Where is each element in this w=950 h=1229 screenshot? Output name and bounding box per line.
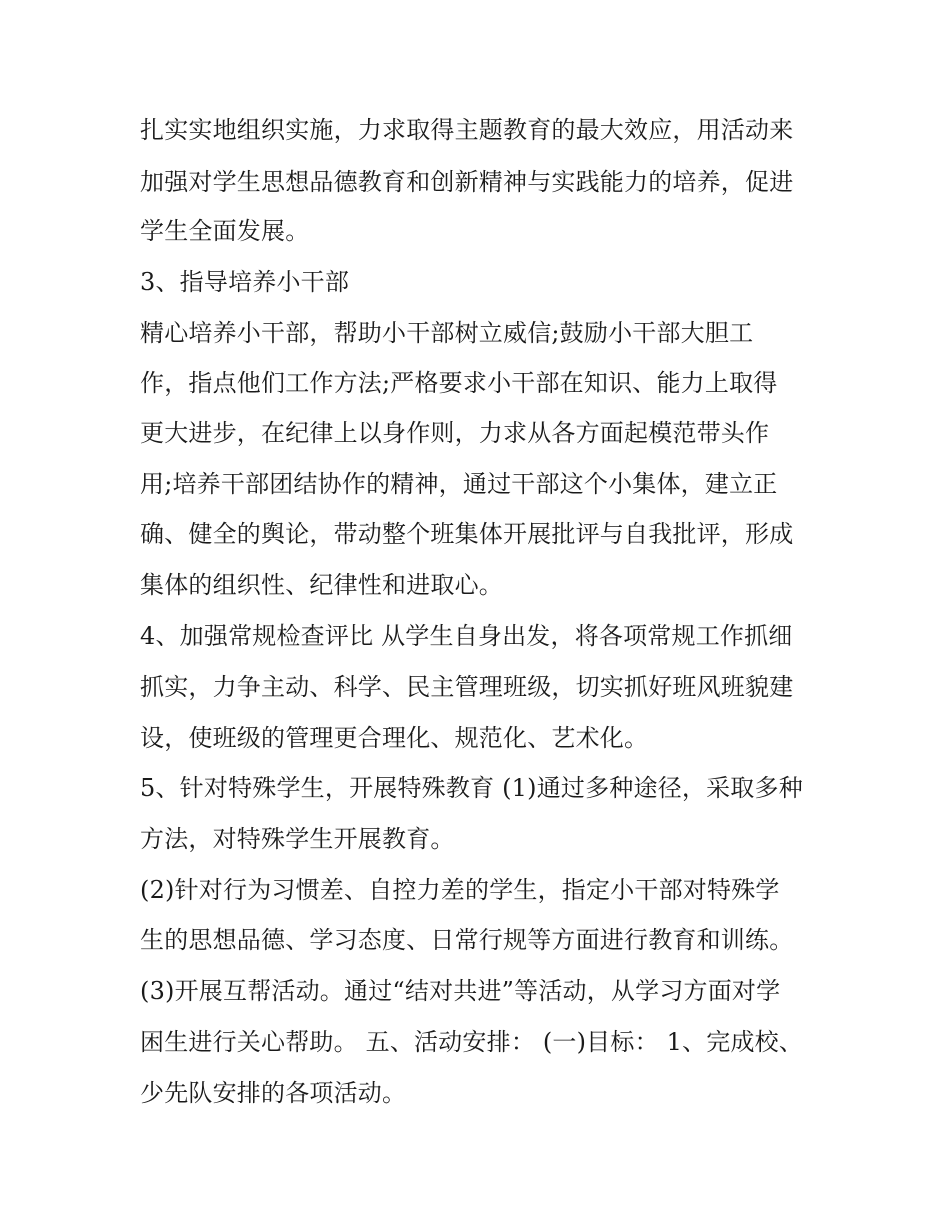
text-line: (3)开展互帮活动。通过“结对共进”等活动，从学习方面对学 [140, 977, 781, 1005]
text-line: 作，指点他们工作方法;严格要求小干部在知识、能力上取得 [140, 369, 778, 397]
text-line: 精心培养小干部，帮助小干部树立威信;鼓励小干部大胆工 [140, 319, 754, 347]
text-line: 抓实，力争主动、科学、民主管理班级，切实抓好班风班貌建 [140, 673, 794, 701]
text-line: 用;培养干部团结协作的精神，通过干部这个小集体，建立正 [140, 470, 778, 498]
text-line: 少先队安排的各项活动。 [140, 1079, 407, 1107]
text-line: 设，使班级的管理更合理化、规范化、艺术化。 [140, 724, 649, 752]
text-line: 扎实实地组织实施，力求取得主题教育的最大效应，用活动来 [140, 116, 794, 144]
text-line: 困生进行关心帮助。 五、活动安排： (一)目标： 1、完成校、 [140, 1028, 804, 1056]
text-line: 方法，对特殊学生开展教育。 [140, 825, 455, 853]
text-line: 学生全面发展。 [140, 217, 310, 245]
text-line: (2)针对行为习惯差、自控力差的学生，指定小干部对特殊学 [140, 876, 780, 904]
text-line: 确、健全的舆论，带动整个班集体开展批评与自我批评，形成 [140, 520, 794, 548]
text-line: 加强对学生思想品德教育和创新精神与实践能力的培养，促进 [140, 168, 794, 196]
text-line: 生的思想品德、学习态度、日常行规等方面进行教育和训练。 [140, 926, 794, 954]
text-line: 5、针对特殊学生，开展特殊教育 (1)通过多种途径，采取多种 [140, 774, 803, 802]
section-heading: 3、指导培养小干部 [140, 268, 350, 296]
text-line: 更大进步，在纪律上以身作则，力求从各方面起模范带头作 [140, 419, 770, 447]
text-line: 集体的组织性、纪律性和进取心。 [140, 571, 503, 599]
text-line: 4、加强常规检查评比 从学生自身出发，将各项常规工作抓细 [140, 622, 793, 650]
